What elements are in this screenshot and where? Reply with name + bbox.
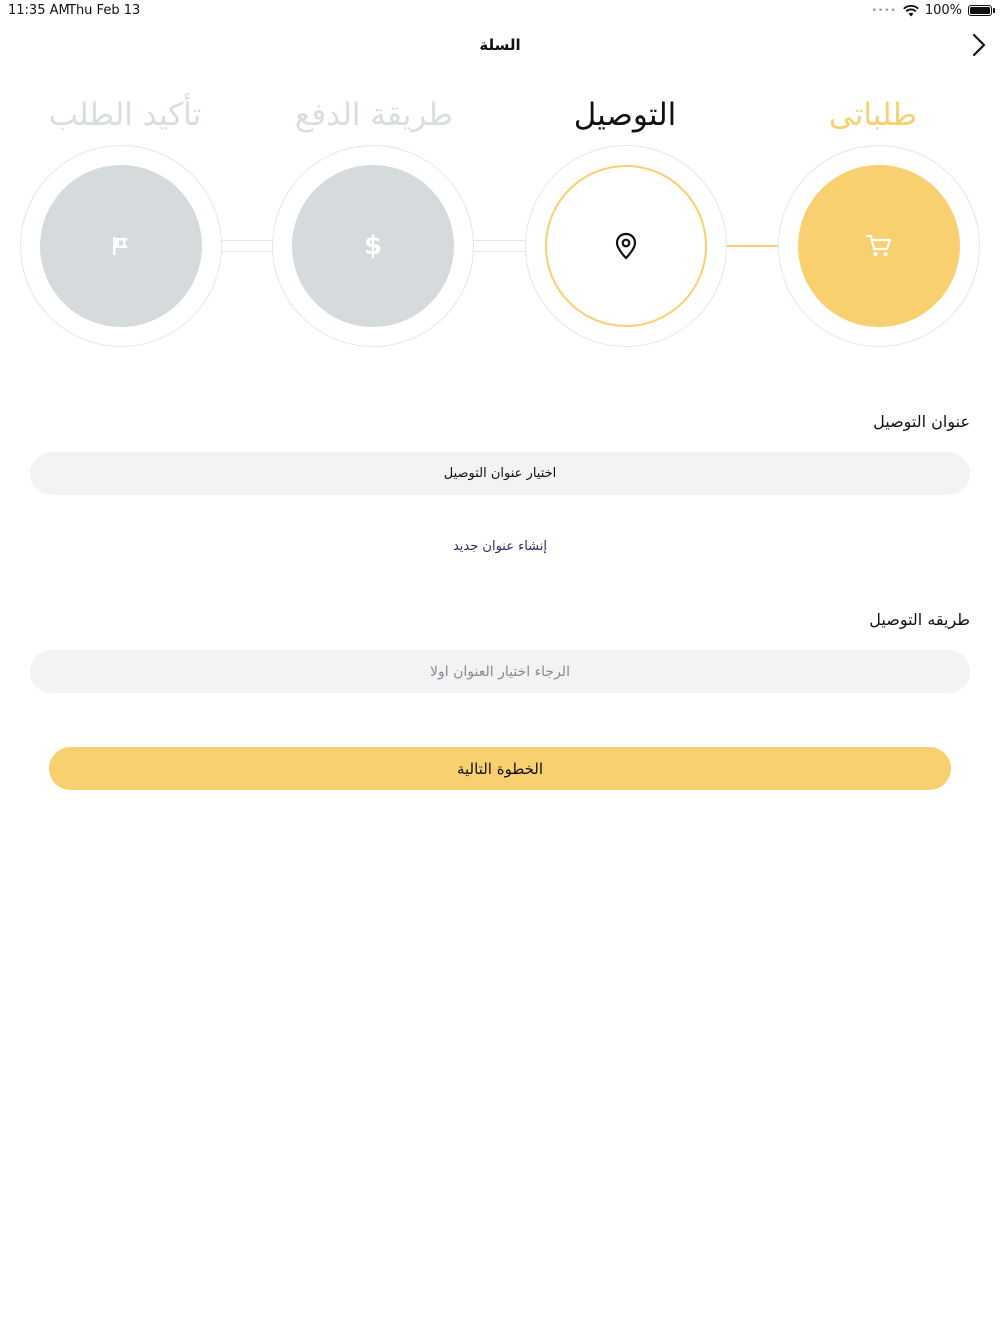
delivery-address-label: عنوان التوصيل bbox=[873, 412, 970, 431]
battery-percent: 100% bbox=[924, 3, 962, 18]
page-title: السلة bbox=[479, 36, 521, 54]
cart-icon bbox=[865, 233, 893, 259]
step-payment[interactable] bbox=[272, 145, 474, 347]
step-delivery[interactable] bbox=[525, 145, 727, 347]
step-label-delivery: التوصيل bbox=[573, 97, 677, 133]
dollar-icon: $ bbox=[363, 231, 383, 261]
step-orders[interactable] bbox=[778, 145, 980, 347]
step-label-confirm: تأكيد الطلب bbox=[48, 97, 202, 133]
select-address-text: اختيار عنوان التوصيل bbox=[443, 466, 557, 481]
flag-icon bbox=[110, 235, 132, 257]
chevron-right-icon bbox=[968, 32, 990, 58]
step-connector bbox=[220, 240, 275, 252]
delivery-method-placeholder: الرجاء اختيار العنوان اولا bbox=[430, 663, 570, 680]
location-pin-icon bbox=[614, 232, 638, 260]
delivery-method-field[interactable] bbox=[30, 650, 970, 693]
status-indicators bbox=[872, 3, 992, 18]
step-confirm[interactable] bbox=[20, 145, 222, 347]
back-button[interactable] bbox=[968, 32, 990, 58]
status-time: 11:35 AM bbox=[8, 3, 70, 18]
step-connector bbox=[473, 240, 528, 252]
delivery-method-label: طريقه التوصيل bbox=[869, 610, 970, 629]
step-connector-active bbox=[721, 245, 785, 247]
nav-bar bbox=[0, 22, 1000, 72]
select-address-field[interactable] bbox=[30, 452, 970, 495]
wifi-icon bbox=[903, 5, 919, 17]
checkout-steps bbox=[0, 92, 1000, 362]
battery-icon bbox=[968, 5, 992, 16]
status-date: Thu Feb 13 bbox=[68, 3, 141, 18]
status-bar bbox=[0, 0, 1000, 22]
step-label-orders: طلباتى bbox=[828, 97, 918, 133]
create-address-link[interactable]: إنشاء عنوان جديد bbox=[452, 539, 548, 554]
signal-dots-icon: •••• bbox=[871, 5, 897, 16]
step-label-payment: طريقة الدفع bbox=[294, 97, 454, 133]
next-step-button[interactable]: الخطوة التالية bbox=[49, 747, 951, 790]
